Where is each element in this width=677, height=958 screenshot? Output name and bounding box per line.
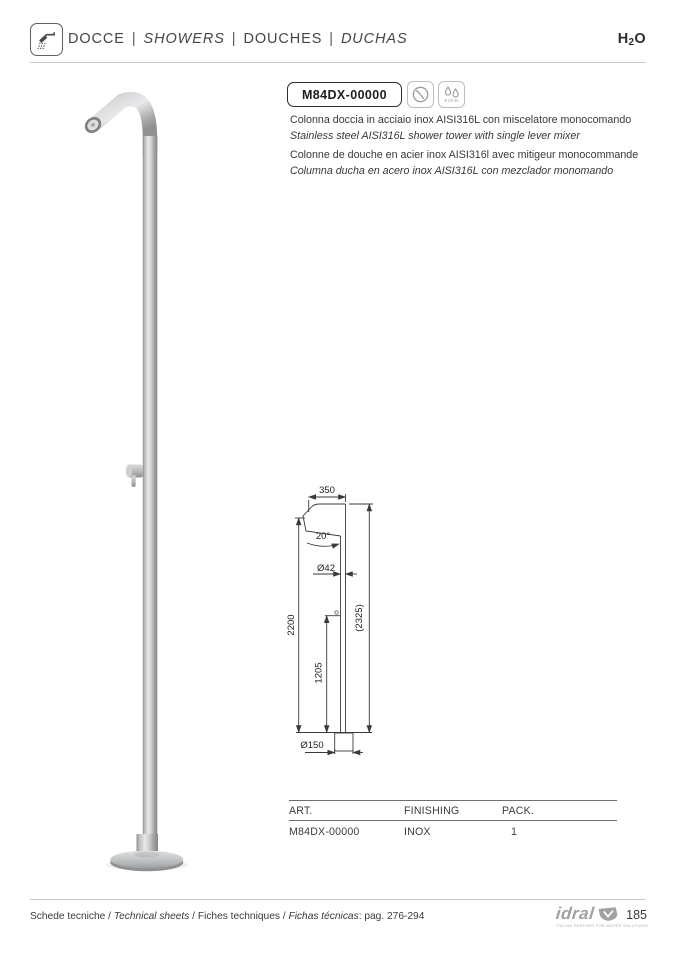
brand-wordmark: idral <box>555 904 596 923</box>
page-number: 185 <box>626 908 647 922</box>
section-label-es: DUCHAS <box>340 31 408 47</box>
col-art: ART. <box>289 805 313 817</box>
shower-column <box>82 99 188 871</box>
footer-part: Fichas técnicas <box>288 911 359 922</box>
header-divider <box>30 62 646 63</box>
description-it: Colonna doccia in acciaio inox AISI316L con miscelatore monocomando <box>290 114 632 126</box>
base-collar <box>137 834 159 851</box>
brand-tagline: ITALIAN PARTNER FOR WATER SOLUTIONS <box>556 923 649 928</box>
h2o-sub: 2 <box>628 37 635 48</box>
description-es: Columna ducha en acero inox AISI316L con mezclador monomando <box>290 165 614 178</box>
dim-label-d150: Ø150 <box>300 740 324 751</box>
pole-shadow <box>135 852 160 858</box>
separator: | <box>329 31 334 47</box>
footer-part: / <box>279 911 289 922</box>
col-finishing: FINISHING <box>404 805 460 817</box>
dim-angle-arc <box>307 543 339 546</box>
footer-divider <box>30 899 646 900</box>
section-label-en: SHOWERS <box>143 31 225 47</box>
dim-label-1205: 1205 <box>313 662 325 684</box>
column-pole <box>143 136 158 834</box>
spec-icon-box <box>407 81 434 108</box>
description-en: Stainless steel AISI316L shower tower with single lever mixer <box>290 130 580 143</box>
table-header-row <box>289 801 617 821</box>
footer-part: Schede tecniche <box>30 911 106 922</box>
h2o-h: H <box>617 31 629 47</box>
section-label-fr: DOUCHES <box>243 31 323 47</box>
water-drops-icon <box>443 86 461 99</box>
spec-icon-box <box>438 81 465 108</box>
shower-head-arm <box>96 99 150 154</box>
table-row <box>289 821 617 842</box>
thread-mark <box>335 611 338 614</box>
footer-part: / <box>189 911 198 922</box>
shower-icon <box>35 28 58 51</box>
description-fr: Colonne de douche en acier inox AISI316l avec mitigeur monocommande <box>290 148 639 161</box>
section-title <box>68 31 408 47</box>
h2o-mark <box>618 31 646 47</box>
dim-top-width <box>309 494 346 512</box>
footer-note <box>30 911 424 922</box>
dim-label-angle: 20° <box>315 531 331 542</box>
product-photo <box>38 84 258 874</box>
technical-drawing <box>283 481 443 773</box>
separator: | <box>131 31 137 47</box>
separator: | <box>231 31 237 47</box>
dim-label-350: 350 <box>319 485 335 496</box>
mixer-handle <box>126 465 143 488</box>
footer-part: Technical sheets <box>113 911 190 922</box>
product-descriptions <box>290 112 650 180</box>
product-table <box>289 800 617 842</box>
clock-icon <box>410 84 431 105</box>
col-pack: PACK. <box>502 805 535 817</box>
cell-art: M84DX-00000 <box>289 825 360 838</box>
section-shower-icon <box>30 23 63 56</box>
product-code: M84DX-00000 <box>301 87 387 102</box>
dim-label-2325: (2325) <box>354 604 365 632</box>
dim-label-2200: 2200 <box>286 614 297 636</box>
dim-label-d42: Ø42 <box>317 563 335 574</box>
cell-finishing: INOX <box>404 825 431 838</box>
footer-part: / <box>105 911 114 922</box>
cell-pack: 1 <box>511 825 518 838</box>
h2o-o: O <box>634 31 646 47</box>
footer-part: Fiches techniques <box>197 911 280 922</box>
product-code-badge <box>287 82 402 107</box>
brand-shield-icon <box>597 906 619 922</box>
section-label-it: DOCCE <box>68 31 125 47</box>
footer-part: : pag. 276-294 <box>358 911 425 922</box>
flow-rate-label: 8 l/min <box>444 98 459 104</box>
